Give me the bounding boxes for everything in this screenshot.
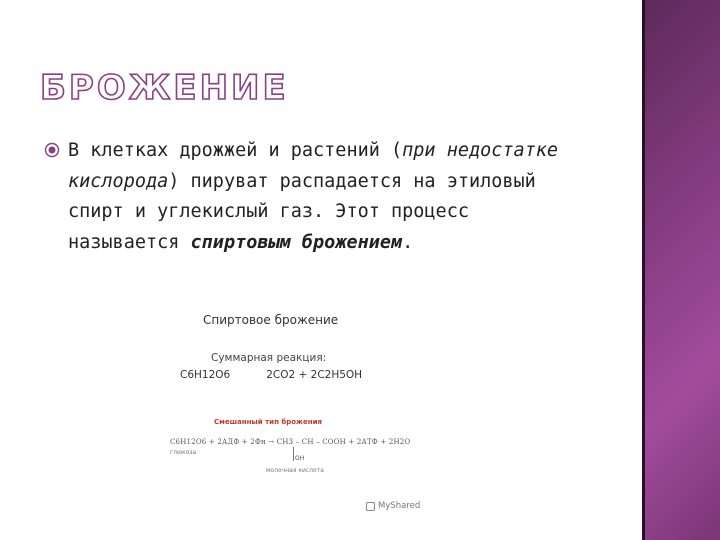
decorative-side-bar bbox=[642, 0, 720, 540]
diagram-sub-product: молочная кислота bbox=[266, 467, 324, 474]
brand-text: MyShared bbox=[378, 501, 421, 511]
bullet-text bbox=[68, 136, 564, 258]
bullet-text-part3: ) пируват распадается на этиловый спирт и углекислый газ. Этот процесс называется bbox=[68, 170, 536, 253]
diagram-summary-label: Суммарная реакция: bbox=[211, 352, 327, 364]
diagram-heading: Спиртовое брожение bbox=[203, 313, 339, 327]
watermark-brand bbox=[366, 501, 420, 511]
bullet-item bbox=[44, 136, 564, 258]
bullet-text-bold-italic: спиртовым брожением bbox=[190, 231, 403, 253]
bullet-text-part5: . bbox=[402, 231, 414, 253]
target-bullet-icon bbox=[44, 142, 60, 158]
bullet-text-italic: при недостатке кислорода bbox=[68, 140, 559, 192]
fermentation-diagram-image bbox=[170, 305, 470, 520]
brand-logo-icon bbox=[366, 502, 375, 511]
diagram-sub-left: глюкоза bbox=[170, 449, 197, 456]
diagram-bond-line bbox=[293, 447, 294, 461]
diagram-reaction-line: C6H12O6 + 2АДФ + 2Фн → CH3 – CH – COOH + 2АТФ + 2H2O bbox=[170, 438, 411, 446]
diagram-mixed-label: Смешанный тип брожения bbox=[214, 418, 323, 426]
equation-left: C6H12O6 bbox=[180, 369, 231, 381]
equation-right: 2CO2 + 2C2H5OH bbox=[266, 369, 363, 381]
diagram-equation bbox=[180, 369, 362, 381]
slide-title: БРОЖЕНИЕ bbox=[40, 68, 289, 108]
bullet-text-part1: В клетках дрожжей и растений ( bbox=[68, 140, 403, 161]
diagram-sub-oh: OH bbox=[295, 455, 305, 462]
